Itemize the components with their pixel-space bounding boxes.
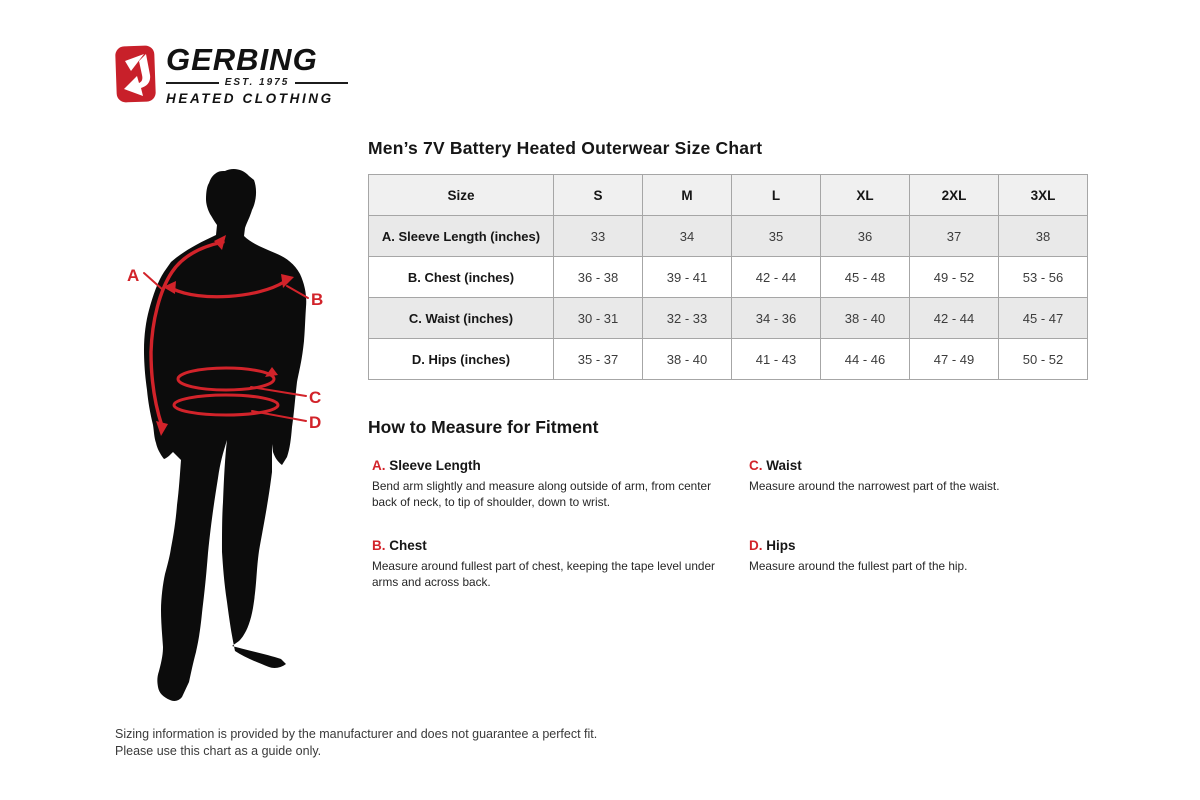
figure-label-a: A xyxy=(127,266,140,285)
brand-established: EST. 1975 xyxy=(224,77,290,88)
cell-value: 36 xyxy=(821,216,910,257)
measure-name: Hips xyxy=(766,537,796,553)
measurement-figure xyxy=(110,162,370,710)
row-label: B. Chest (inches) xyxy=(369,257,554,298)
brand-logo xyxy=(115,44,348,106)
figure-label-c: C xyxy=(309,388,322,407)
column-header-s: S xyxy=(554,175,643,216)
column-header-xl: XL xyxy=(821,175,910,216)
cell-value: 42 - 44 xyxy=(910,298,999,339)
cell-value: 47 - 49 xyxy=(910,339,999,380)
cell-value: 41 - 43 xyxy=(732,339,821,380)
size-guide-content xyxy=(368,138,1088,590)
body-silhouette xyxy=(144,169,306,701)
brand-name: GERBING xyxy=(166,42,318,77)
figure-label-b: B xyxy=(311,290,324,309)
cell-value: 35 xyxy=(732,216,821,257)
table-row-hips xyxy=(369,339,1088,380)
table-row-waist xyxy=(369,298,1088,339)
figure-label-d: D xyxy=(309,413,322,432)
row-label: C. Waist (inches) xyxy=(369,298,554,339)
size-chart-table xyxy=(368,174,1088,380)
cell-value: 33 xyxy=(554,216,643,257)
gerbing-logo-icon xyxy=(115,44,157,104)
cell-value: 45 - 47 xyxy=(999,298,1088,339)
column-header-2xl: 2XL xyxy=(910,175,999,216)
measure-letter: D. xyxy=(749,537,763,553)
cell-value: 30 - 31 xyxy=(554,298,643,339)
table-row-chest xyxy=(369,257,1088,298)
measure-guide-heading: How to Measure for Fitment xyxy=(368,417,599,437)
measure-letter: A. xyxy=(372,458,386,473)
measure-item-title xyxy=(372,458,749,473)
column-header-3xl: 3XL xyxy=(999,175,1088,216)
table-header-row xyxy=(369,175,1088,216)
cell-value: 37 xyxy=(910,216,999,257)
measure-description: Bend arm slightly and measure along outside of arm, from center back of neck, to tip of shoulder, down to wrist. xyxy=(372,479,711,510)
measure-name: Chest xyxy=(389,537,427,553)
cell-value: 42 - 44 xyxy=(732,257,821,298)
cell-value: 34 - 36 xyxy=(732,298,821,339)
brand-established-row xyxy=(166,77,348,88)
measure-letter: B. xyxy=(372,537,386,553)
column-header-size: Size xyxy=(369,175,554,216)
size-chart-title: Men’s 7V Battery Heated Outerwear Size Chart xyxy=(368,138,763,158)
male-silhouette-diagram xyxy=(110,162,370,710)
measure-letter: C. xyxy=(749,458,763,473)
cell-value: 38 - 40 xyxy=(821,298,910,339)
row-label: D. Hips (inches) xyxy=(369,339,554,380)
row-label: A. Sleeve Length (inches) xyxy=(369,216,554,257)
cell-value: 34 xyxy=(643,216,732,257)
cell-value: 36 - 38 xyxy=(554,257,643,298)
disclaimer xyxy=(115,726,597,760)
cell-value: 45 - 48 xyxy=(821,257,910,298)
cell-value: 49 - 52 xyxy=(910,257,999,298)
cell-value: 35 - 37 xyxy=(554,339,643,380)
measure-guide-grid xyxy=(368,458,1088,590)
measure-item-hips xyxy=(749,538,1092,591)
left-rule xyxy=(166,82,219,84)
column-header-m: M xyxy=(643,175,732,216)
cell-value: 53 - 56 xyxy=(999,257,1088,298)
measure-item-sleeve-length xyxy=(372,458,749,511)
measure-item-chest xyxy=(372,538,749,591)
measure-name: Sleeve Length xyxy=(389,458,481,473)
brand-tagline: HEATED CLOTHING xyxy=(166,91,334,106)
table-row-sleeve-length xyxy=(369,216,1088,257)
cell-value: 44 - 46 xyxy=(821,339,910,380)
brand-wordmark xyxy=(166,44,348,106)
right-rule xyxy=(295,82,348,84)
measure-description: Measure around the narrowest part of the waist. xyxy=(749,479,1000,493)
cell-value: 38 - 40 xyxy=(643,339,732,380)
measure-item-title xyxy=(372,538,749,553)
cell-value: 39 - 41 xyxy=(643,257,732,298)
measure-item-waist xyxy=(749,458,1092,511)
measure-name: Waist xyxy=(766,458,802,473)
disclaimer-line-1: Sizing information is provided by the manufacturer and does not guarantee a perfect fit. xyxy=(115,727,598,741)
measure-item-title xyxy=(749,458,1092,473)
measure-description: Measure around the fullest part of the hip. xyxy=(749,558,968,573)
cell-value: 50 - 52 xyxy=(999,339,1088,380)
column-header-l: L xyxy=(732,175,821,216)
cell-value: 38 xyxy=(999,216,1088,257)
cell-value: 32 - 33 xyxy=(643,298,732,339)
disclaimer-line-2: Please use this chart as a guide only. xyxy=(115,744,322,759)
measure-description: Measure around fullest part of chest, keeping the tape level under arms and across back. xyxy=(372,558,715,589)
measure-item-title xyxy=(749,538,1092,553)
